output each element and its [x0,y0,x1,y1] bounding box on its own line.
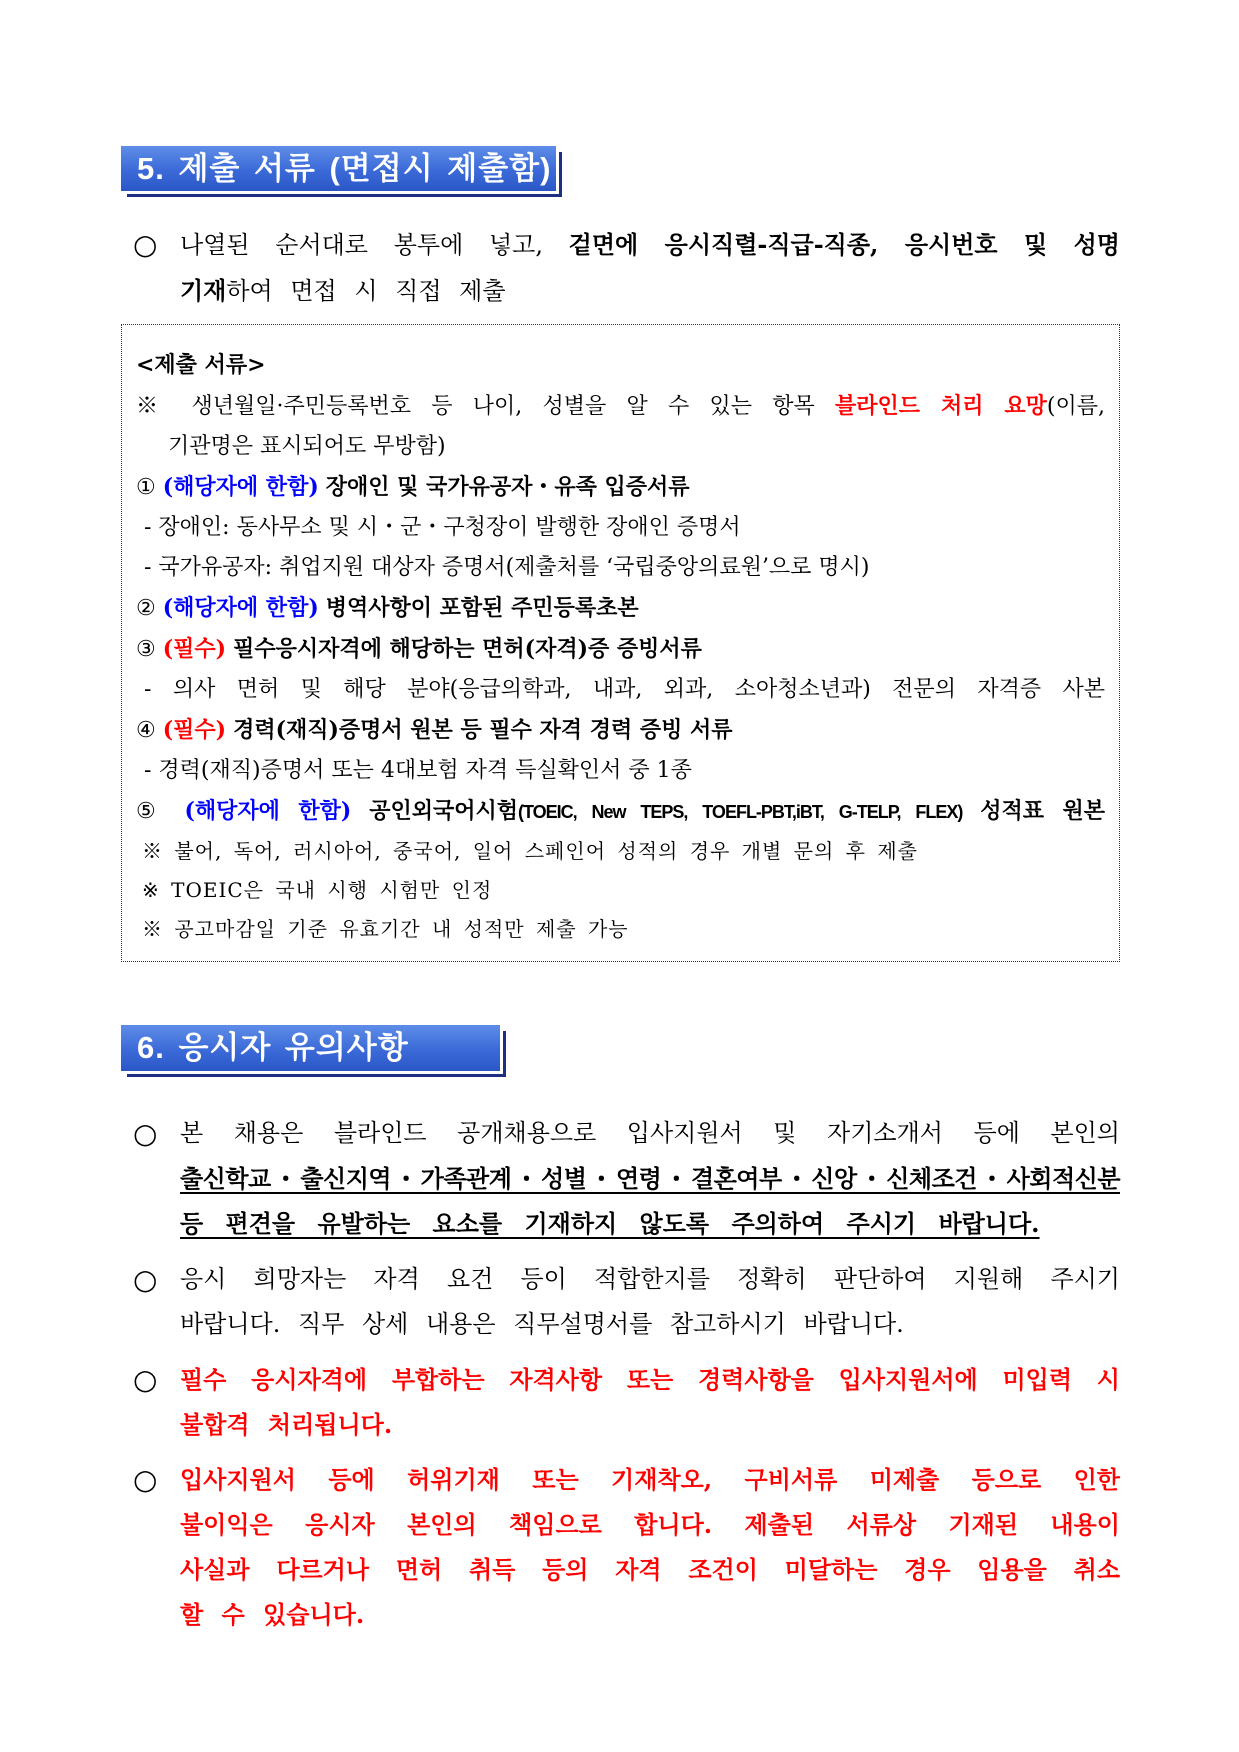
item-tag: (해당자에 한함) [184,798,352,824]
paragraph-line: 본 채용은 블라인드 공개채용으로 입사지원서 및 자기소개서 등에 본인의 [180,1119,1120,1147]
instruction-emphasis: 겉면에 응시직렬-직급-직종, 응시번호 및 성명 [568,230,1120,259]
paragraph-line: 응시 희망자는 자격 요건 등이 적합한지를 정확히 판단하여 지원해 주시기 [180,1265,1120,1293]
item-note-text: ※ TOEIC은 국내 시행 시험만 인정 [142,878,493,902]
item-note [136,910,1105,949]
blind-notice-continuation-text: 기관명은 표시되어도 무방함) [168,434,446,459]
instruction-emphasis-2: 기재 [180,276,227,305]
item-tag: (필수) [162,717,227,743]
circle-bullet-icon: ○ [133,1363,158,1396]
item-title-end: 성적표 원본 [980,798,1106,824]
item-title-exam-list: (TOEIC, New TEPS, TOEFL-PBT,iBT, G-TELP, FLEX) [517,802,963,822]
item-note-text: ※ 공고마감일 기준 유효기간 내 성적만 제출 가능 [142,917,629,941]
document-item-1 [136,467,1105,508]
paragraph-line: 필수 응시자격에 부합하는 자격사항 또는 경력사항을 입사지원서에 미입력 시 [180,1365,1120,1394]
item-number: ③ [136,637,156,662]
paragraph-line: 불이익은 응시자 본인의 책임으로 합니다. 제출된 서류상 기재된 내용이 [180,1510,1120,1539]
item-title: 공인외국어시험 [369,798,518,824]
paragraph-warning-text [180,1457,1120,1637]
item-title: 경력(재직)증명서 원본 등 필수 자격 경력 증빙 서류 [233,717,733,743]
circle-bullet-icon: ○ [133,228,158,261]
item-number: ② [136,596,156,621]
document-item-2 [136,588,1105,629]
notice-paragraph-2 [133,1257,1120,1347]
box-heading-line [136,345,1105,386]
section-6-title: 6. 응시자 유의사항 [137,1030,409,1065]
instruction-text-2: 하여 면접 시 직접 제출 [226,277,506,305]
circle-bullet-icon: ○ [133,1117,158,1150]
item-detail [136,508,1105,548]
paragraph-line: 할 수 있습니다. [180,1600,365,1629]
required-documents-box [121,324,1120,962]
blind-notice-highlight: 블라인드 처리 요망 [835,393,1047,419]
item-number: ① [136,475,156,500]
instruction-text: 나열된 순서대로 봉투에 넣고, [180,231,543,259]
box-heading: <제출 서류> [136,352,266,378]
notice-paragraph-3 [133,1357,1120,1447]
notice-paragraph-1 [133,1111,1120,1246]
item-detail [136,548,1105,588]
paragraph-line-emphasis: 출신학교・출신지역・가족관계・성별・연령・결혼여부・신앙・신체조건・사회적신분 [180,1164,1120,1193]
item-detail-text: - 의사 면허 및 해당 분야(응급의학과, 내과, 외과, 소아청소년과) 전문의 자격증 사본 [144,677,1105,702]
item-title: 병역사항이 포함된 주민등록초본 [325,595,639,621]
notice-paragraph-4 [133,1457,1120,1637]
document-item-4 [136,710,1105,751]
reference-mark-icon: ※ [136,394,172,419]
item-note [136,832,1105,871]
section-5-title: 5. 제출 서류 (면접시 제출함) [137,151,552,186]
submission-instruction [133,222,1120,314]
document-item-5 [136,791,1105,832]
item-note-text: ※ 불어, 독어, 러시아어, 중국어, 일어 스페인어 성적의 경우 개별 문의 후 제출 [142,839,918,863]
item-detail [136,670,1105,710]
item-detail-text: - 국가유공자: 취업지원 대상자 증명서(제출처를 ‘국립중앙의료원’으로 명시) [144,555,870,580]
paragraph-warning-text [180,1357,1120,1447]
paragraph-line: 불합격 처리됩니다. [180,1410,393,1439]
item-note [136,871,1105,910]
blind-notice-text-end: (이름, [1046,394,1105,419]
section-6-header [121,1025,500,1071]
blind-notice-text: 생년월일·주민등록번호 등 나이, 성별을 알 수 있는 항목 [191,394,815,419]
item-title: 장애인 및 국가유공자・유족 입증서류 [325,474,690,500]
blind-notice-continuation [136,427,1105,467]
paragraph-line: 사실과 다르거나 면허 취득 등의 자격 조건이 미달하는 경우 임용을 취소 [180,1555,1120,1584]
item-detail-text: - 경력(재직)증명서 또는 4대보험 자격 득실확인서 중 1종 [144,758,692,783]
document-item-3 [136,629,1105,670]
item-tag: (필수) [162,636,227,662]
item-number: ④ [136,718,156,743]
instruction-line-2 [180,268,1120,314]
section-5-header [121,146,556,191]
item-detail [136,751,1105,791]
item-number: ⑤ [136,799,167,824]
paragraph-line: 바랍니다. 직무 상세 내용은 직무설명서를 참고하시기 바랍니다. [180,1310,904,1338]
paragraph-line: 입사지원서 등에 허위기재 또는 기재착오, 구비서류 미제출 등으로 인한 [180,1465,1120,1494]
item-title: 필수응시자격에 해당하는 면허(자격)증 증빙서류 [233,636,702,662]
item-detail-text: - 장애인: 동사무소 및 시・군・구청장이 발행한 장애인 증명서 [144,515,741,540]
item-tag: (해당자에 한함) [162,474,319,500]
instruction-line-1 [180,222,1120,268]
item-tag: (해당자에 한함) [162,595,319,621]
paragraph-line-emphasis: 등 편견을 유발하는 요소를 기재하지 않도록 주의하여 주시기 바랍니다. [180,1209,1040,1238]
circle-bullet-icon: ○ [133,1463,158,1496]
blind-notice-line [136,386,1105,427]
circle-bullet-icon: ○ [133,1263,158,1296]
